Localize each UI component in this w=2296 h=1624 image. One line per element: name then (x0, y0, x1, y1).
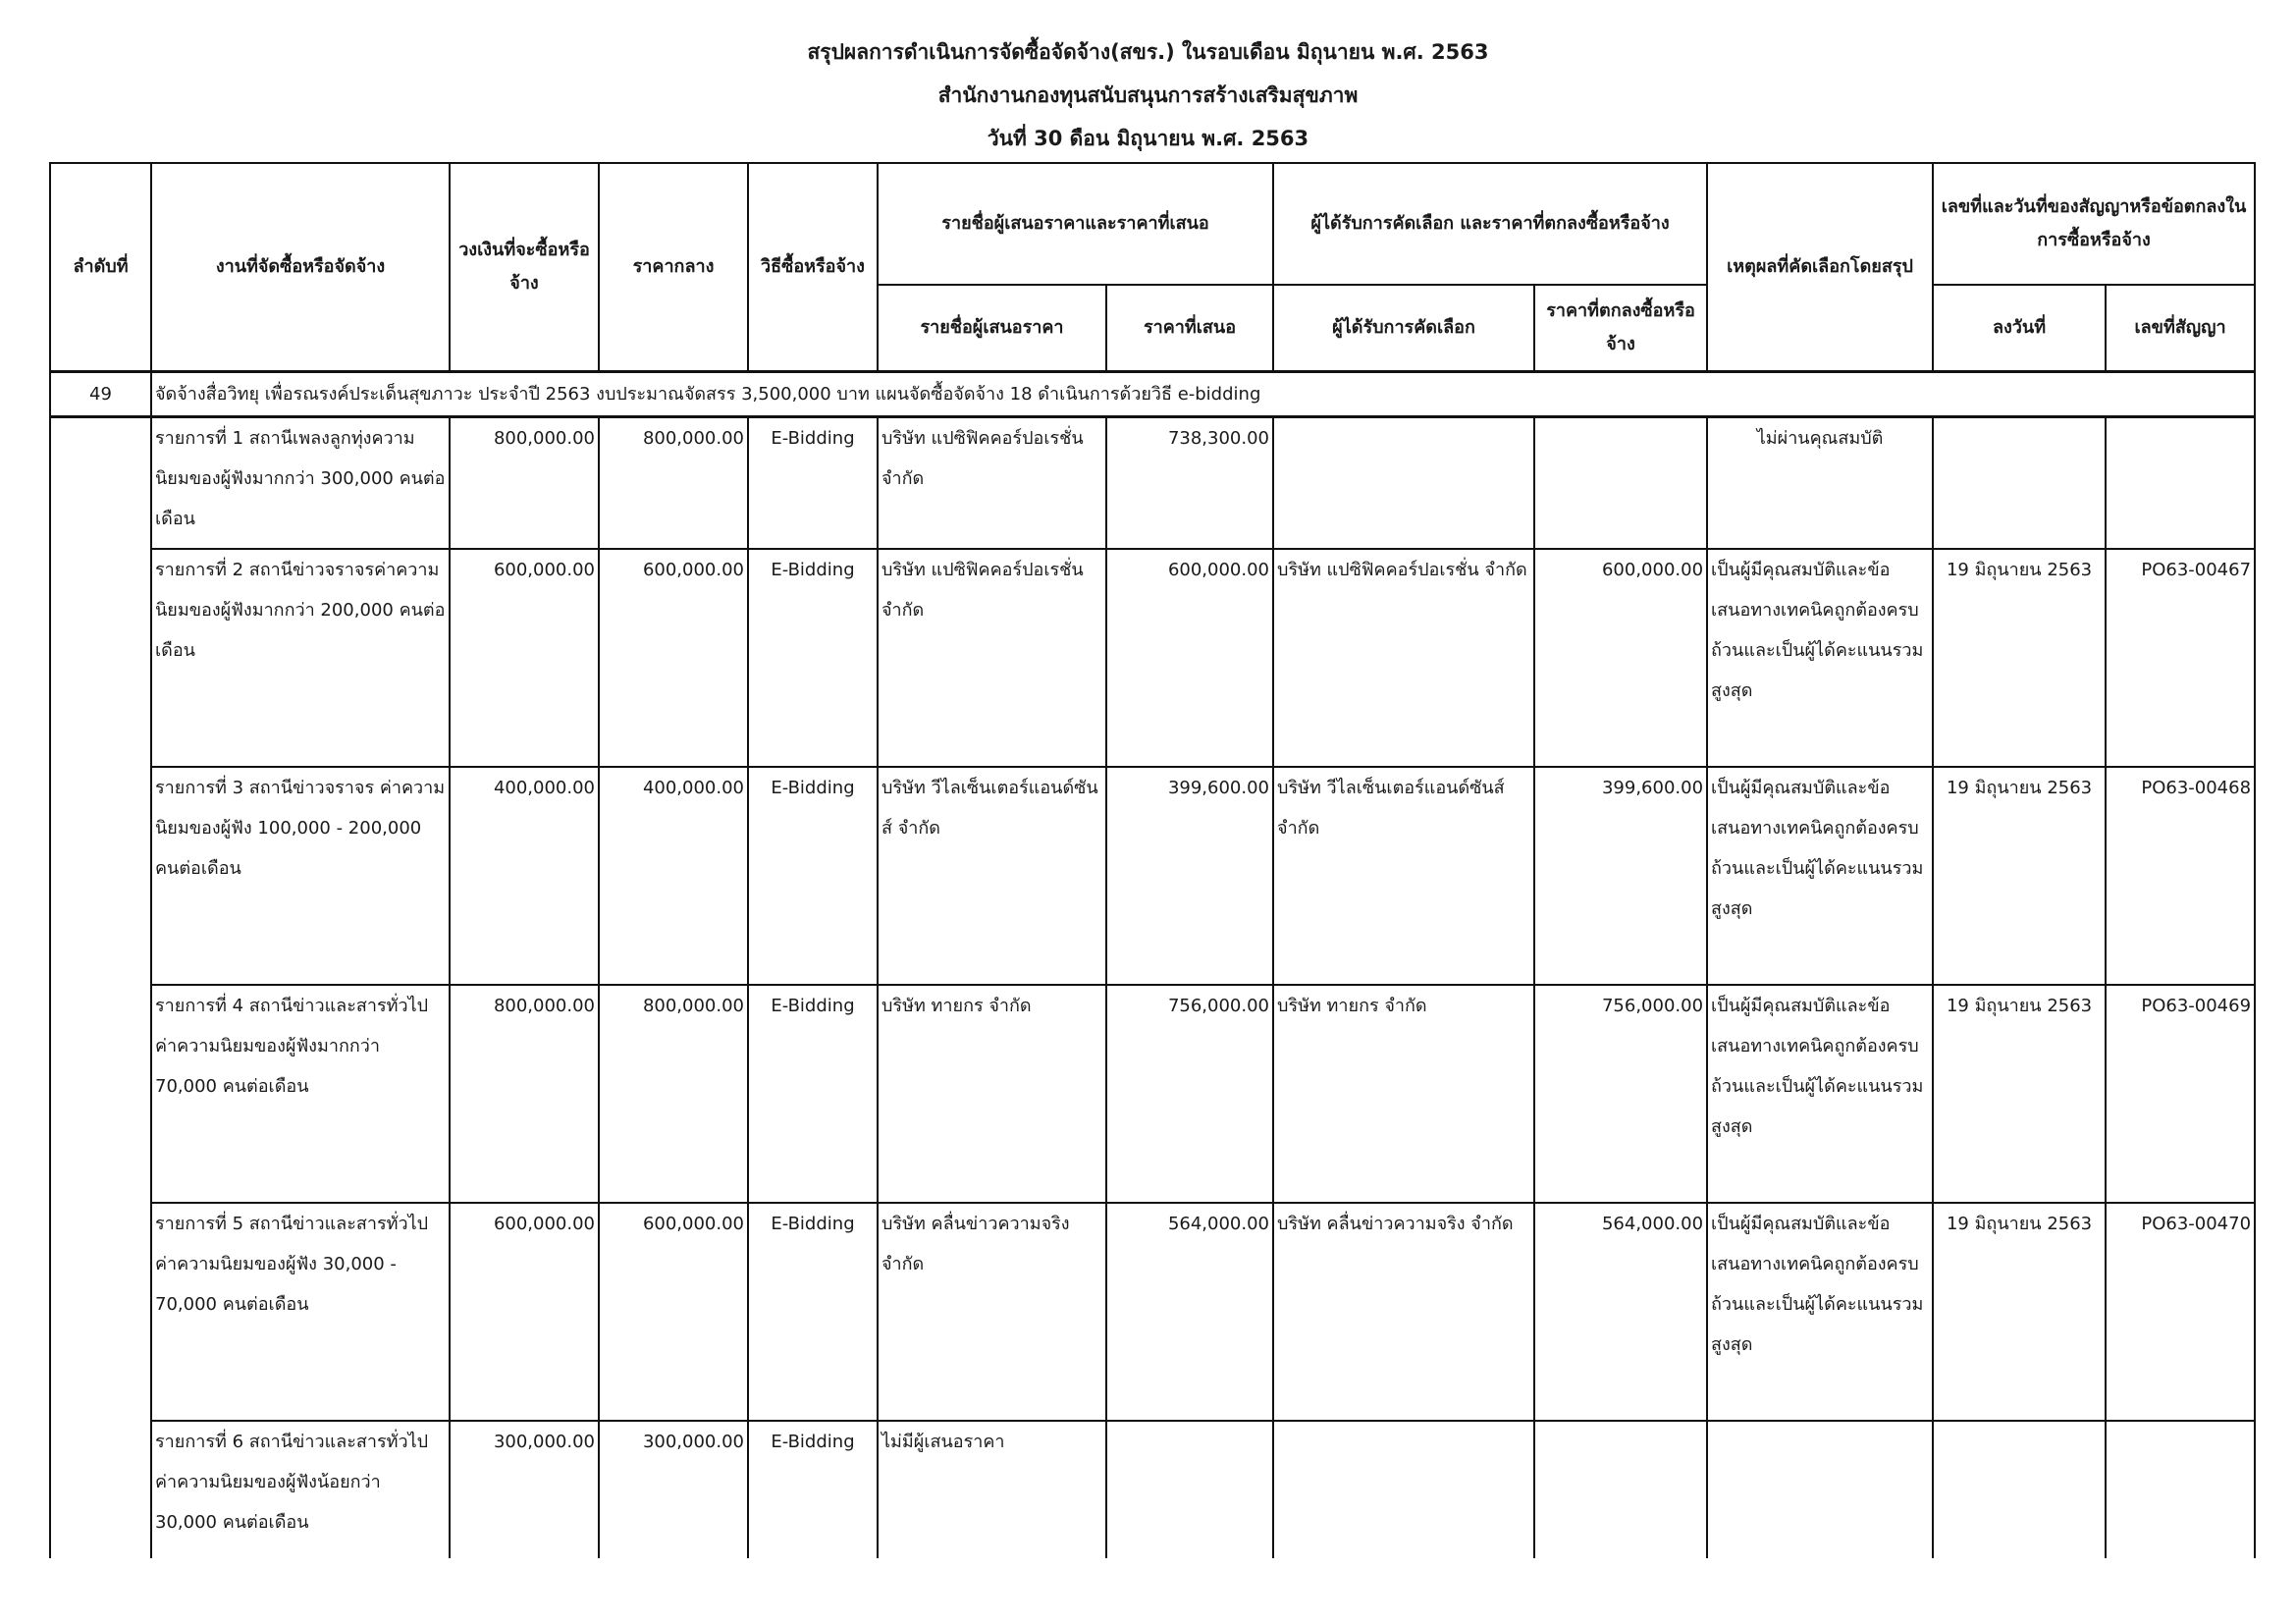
bid-price-cell: 738,300.00 (1106, 417, 1273, 549)
organization-name: สำนักงานกองทุนสนับสนุนการสร้างเสริมสุขภาพ (937, 83, 1359, 107)
header-contract-date: ลงวันที่ (1933, 285, 2106, 372)
agreed-price-cell: 564,000.00 (1534, 1203, 1707, 1421)
bid-price-cell (1106, 1421, 1273, 1558)
seq-cell (50, 417, 151, 1558)
contract-date-cell: 19 มิถุนายน 2563 (1933, 985, 2106, 1203)
selected-cell: บริษัท แปซิฟิคคอร์ปอเรชั่น จำกัด (1273, 549, 1534, 767)
table-row (50, 767, 2255, 985)
section-row (50, 372, 2255, 417)
method-cell: E-Bidding (748, 1203, 878, 1421)
contract-no-cell: PO63-00469 (2106, 985, 2255, 1203)
contract-no-cell: PO63-00470 (2106, 1203, 2255, 1421)
bidder-cell: บริษัท ทายกร จำกัด (878, 985, 1106, 1203)
table-row (50, 417, 2255, 549)
header-bidder-name: รายชื่อผู้เสนอราคา (878, 285, 1106, 372)
header-selected-group: ผู้ได้รับการคัดเลือก และราคาที่ตกลงซื้อหรือจ้าง (1273, 163, 1707, 285)
work-cell: รายการที่ 2 สถานีข่าวจราจรค่าความนิยมของผู้ฟังมากกว่า 200,000 คนต่อเดือน (151, 549, 450, 767)
header-median-price: ราคากลาง (599, 163, 748, 372)
bidder-cell: บริษัท คลื่นข่าวความจริง จำกัด (878, 1203, 1106, 1421)
bidder-cell: ไม่มีผู้เสนอราคา (878, 1421, 1106, 1558)
budget-cell: 800,000.00 (450, 985, 599, 1203)
method-cell: E-Bidding (748, 417, 878, 549)
table-row (50, 985, 2255, 1203)
median-price-cell: 400,000.00 (599, 767, 748, 985)
selected-cell: บริษัท วีไลเซ็นเตอร์แอนด์ซันส์ จำกัด (1273, 767, 1534, 985)
contract-date-cell: 19 มิถุนายน 2563 (1933, 1203, 2106, 1421)
budget-cell: 600,000.00 (450, 549, 599, 767)
reason-cell (1707, 1421, 1933, 1558)
selected-cell (1273, 1421, 1534, 1558)
contract-date-cell (1933, 417, 2106, 549)
reason-cell: เป็นผู้มีคุณสมบัติและข้อเสนอทางเทคนิคถูกต้องครบถ้วนและเป็นผู้ได้คะแนนรวมสูงสุด (1707, 767, 1933, 985)
header-contract-no: เลขที่สัญญา (2106, 285, 2255, 372)
median-price-cell: 600,000.00 (599, 1203, 748, 1421)
contract-date-cell: 19 มิถุนายน 2563 (1933, 549, 2106, 767)
method-cell: E-Bidding (748, 767, 878, 985)
document-title: สรุปผลการดำเนินการจัดซื้อจัดจ้าง(สขร.) ในรอบเดือน มิถุนายน พ.ศ. 2563 (807, 40, 1489, 64)
bidder-cell: บริษัท แปซิฟิคคอร์ปอเรชั่น จำกัด (878, 549, 1106, 767)
header-selected-name: ผู้ได้รับการคัดเลือก (1273, 285, 1534, 372)
header-budget: วงเงินที่จะซื้อหรือจ้าง (450, 163, 599, 372)
document-date: วันที่ 30 ดือน มิถุนายน พ.ศ. 2563 (987, 127, 1309, 150)
budget-cell: 400,000.00 (450, 767, 599, 985)
header-work: งานที่จัดซื้อหรือจัดจ้าง (151, 163, 450, 372)
work-cell: รายการที่ 6 สถานีข่าวและสารทั่วไปค่าความนิยมของผู้ฟังน้อยกว่า 30,000 คนต่อเดือน (151, 1421, 450, 1558)
header-agreed-price: ราคาที่ตกลงซื้อหรือจ้าง (1534, 285, 1707, 372)
bid-price-cell: 756,000.00 (1106, 985, 1273, 1203)
agreed-price-cell (1534, 417, 1707, 549)
table-row (50, 1421, 2255, 1558)
median-price-cell: 300,000.00 (599, 1421, 748, 1558)
table-row (50, 549, 2255, 767)
agreed-price-cell: 399,600.00 (1534, 767, 1707, 985)
contract-no-cell: PO63-00468 (2106, 767, 2255, 985)
median-price-cell: 800,000.00 (599, 985, 748, 1203)
bid-price-cell: 399,600.00 (1106, 767, 1273, 985)
reason-cell: เป็นผู้มีคุณสมบัติและข้อเสนอทางเทคนิคถูกต้องครบถ้วนและเป็นผู้ได้คะแนนรวมสูงสุด (1707, 549, 1933, 767)
contract-date-cell (1933, 1421, 2106, 1558)
method-cell: E-Bidding (748, 1421, 878, 1558)
budget-cell: 300,000.00 (450, 1421, 599, 1558)
bid-price-cell: 600,000.00 (1106, 549, 1273, 767)
table-row (50, 1203, 2255, 1421)
bidder-cell: บริษัท วีไลเซ็นเตอร์แอนด์ซันส์ จำกัด (878, 767, 1106, 985)
contract-no-cell (2106, 417, 2255, 549)
agreed-price-cell: 600,000.00 (1534, 549, 1707, 767)
work-cell: รายการที่ 5 สถานีข่าวและสารทั่วไปค่าความนิยมของผู้ฟัง 30,000 - 70,000 คนต่อเดือน (151, 1203, 450, 1421)
header-method: วิธีซื้อหรือจ้าง (748, 163, 878, 372)
header-contract-group: เลขที่และวันที่ของสัญญาหรือข้อตกลงในการซื้อหรือจ้าง (1933, 163, 2255, 285)
median-price-cell: 800,000.00 (599, 417, 748, 549)
header-bidders-group: รายชื่อผู้เสนอราคาและราคาที่เสนอ (878, 163, 1273, 285)
contract-date-cell: 19 มิถุนายน 2563 (1933, 767, 2106, 985)
procurement-table (49, 162, 2256, 1558)
budget-cell: 600,000.00 (450, 1203, 599, 1421)
selected-cell: บริษัท ทายกร จำกัด (1273, 985, 1534, 1203)
budget-cell: 800,000.00 (450, 417, 599, 549)
section-description: จัดจ้างสื่อวิทยุ เพื่อรณรงค์ประเด็นสุขภาวะ ประจำปี 2563 งบประมาณจัดสรร 3,500,000 บาท แผนจัดซื้อจัดจ้าง 18 ดำเนินการด้วยวิธี e-bidding (151, 372, 2255, 417)
bid-price-cell: 564,000.00 (1106, 1203, 1273, 1421)
agreed-price-cell (1534, 1421, 1707, 1558)
contract-no-cell: PO63-00467 (2106, 549, 2255, 767)
header-seq: ลำดับที่ (50, 163, 151, 372)
agreed-price-cell: 756,000.00 (1534, 985, 1707, 1203)
method-cell: E-Bidding (748, 985, 878, 1203)
contract-no-cell (2106, 1421, 2255, 1558)
work-cell: รายการที่ 1 สถานีเพลงลูกทุ่งความนิยมของผู้ฟังมากกว่า 300,000 คนต่อเดือน (151, 417, 450, 549)
reason-cell: เป็นผู้มีคุณสมบัติและข้อเสนอทางเทคนิคถูกต้องครบถ้วนและเป็นผู้ได้คะแนนรวมสูงสุด (1707, 1203, 1933, 1421)
section-number: 49 (50, 372, 151, 417)
bidder-cell: บริษัท แปซิฟิคคอร์ปอเรชั่น จำกัด (878, 417, 1106, 549)
selected-cell: บริษัท คลื่นข่าวความจริง จำกัด (1273, 1203, 1534, 1421)
method-cell: E-Bidding (748, 549, 878, 767)
reason-cell: เป็นผู้มีคุณสมบัติและข้อเสนอทางเทคนิคถูกต้องครบถ้วนและเป็นผู้ได้คะแนนรวมสูงสุด (1707, 985, 1933, 1203)
median-price-cell: 600,000.00 (599, 549, 748, 767)
selected-cell (1273, 417, 1534, 549)
reason-cell: ไม่ผ่านคุณสมบัติ (1707, 417, 1933, 549)
header-reason: เหตุผลที่คัดเลือกโดยสรุป (1707, 163, 1933, 372)
work-cell: รายการที่ 4 สถานีข่าวและสารทั่วไปค่าความนิยมของผู้ฟังมากกว่า 70,000 คนต่อเดือน (151, 985, 450, 1203)
work-cell: รายการที่ 3 สถานีข่าวจราจร ค่าความนิยมของผู้ฟัง 100,000 - 200,000 คนต่อเดือน (151, 767, 450, 985)
header-bid-price: ราคาที่เสนอ (1106, 285, 1273, 372)
